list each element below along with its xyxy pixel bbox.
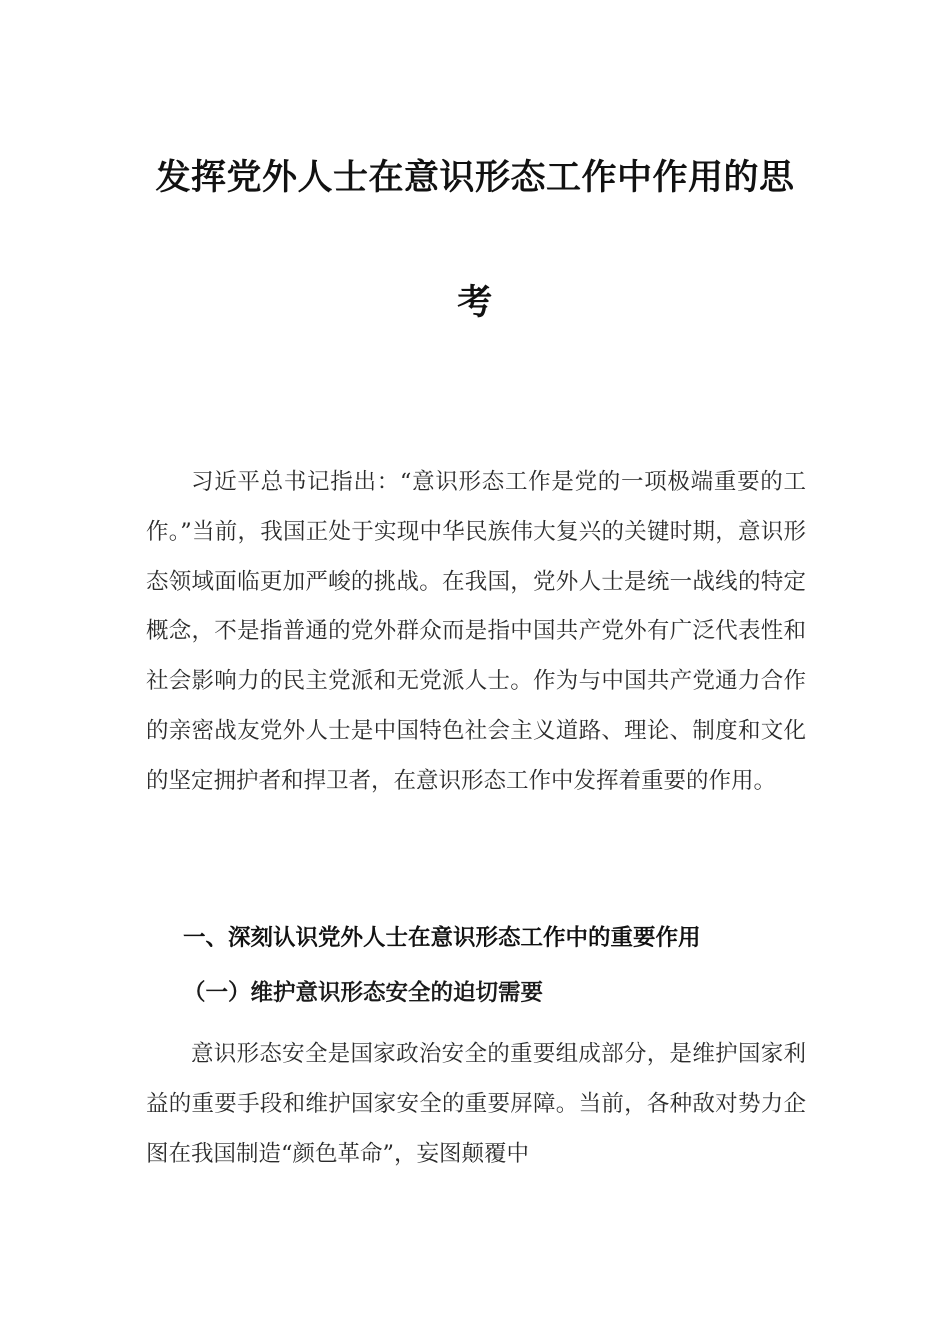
security-paragraph-block	[146, 1030, 806, 1179]
intro-paragraph-block	[146, 458, 806, 807]
section-heading: 一、深刻认识党外人士在意识形态工作中的重要作用	[183, 925, 701, 951]
security-paragraph: 意识形态安全是国家政治安全的重要组成部分，是维护国家利益的重要手段和维护国家安全的重要屏障。当前，各种敌对势力企图在我国制造“颜色革命”，妄图颠覆中	[146, 1041, 806, 1167]
document-title-line-2: 考	[457, 282, 493, 323]
document-title-line-1: 发挥党外人士在意识形态工作中作用的思	[155, 157, 795, 198]
subsection-heading: （一）维护意识形态安全的迫切需要	[183, 980, 544, 1006]
intro-paragraph: 习近平总书记指出：“意识形态工作是党的一项极端重要的工作。”当前，我国正处于实现中华民族伟大复兴的关键时期，意识形态领域面临更加严峻的挑战。在我国，党外人士是统一战线的特定概念，不是指普通的党外群众而是指中国共产党外有广泛代表性和社会影响力的民主党派和无党派人士。作为与中国共产党通力合作的亲密战友党外人士是中国特色社会主义道路、理论、制度和文化的坚定拥护者和捍卫者，在意识形态工作中发挥着重要的作用。	[146, 469, 806, 794]
